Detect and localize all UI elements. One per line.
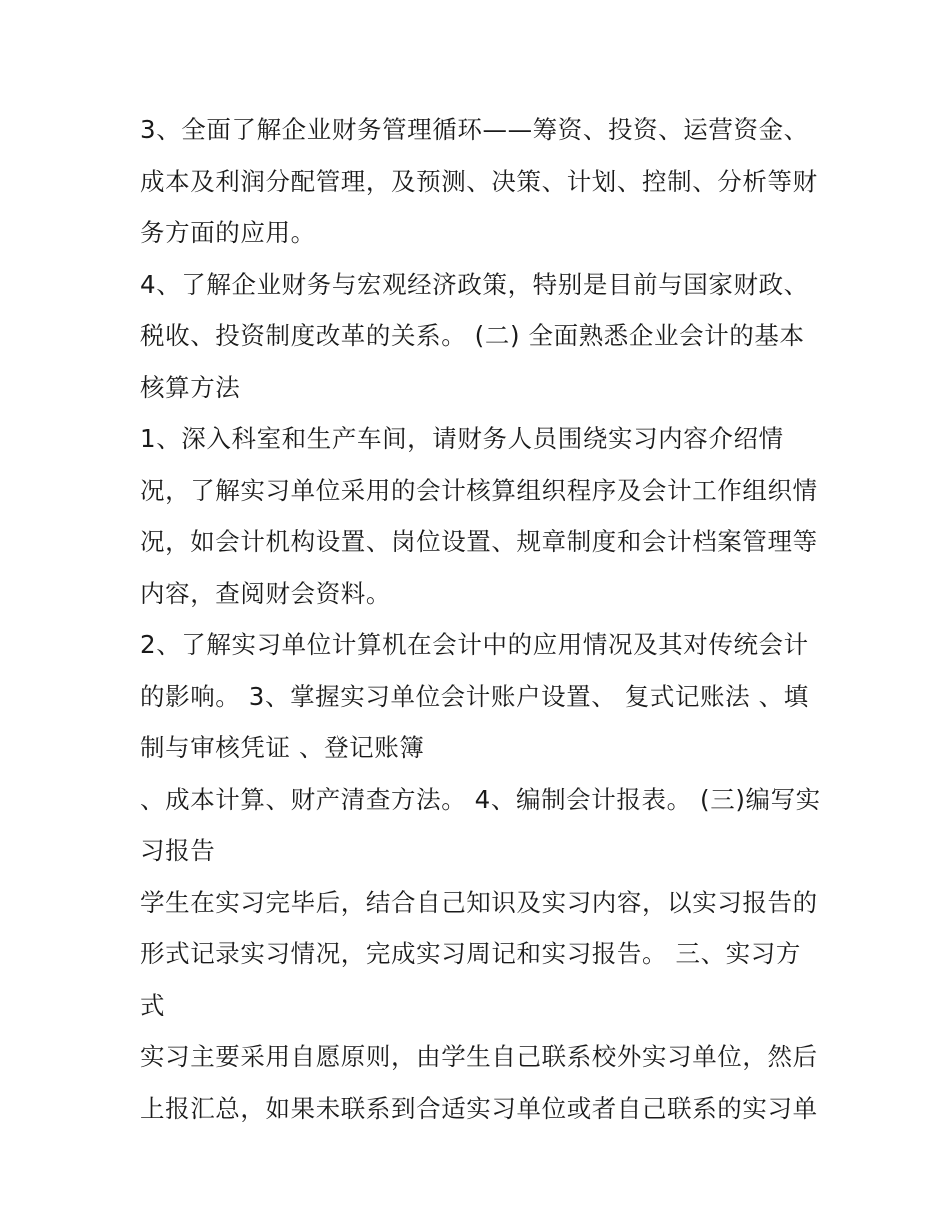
text-line: 的影响。 3、掌握实习单位会计账户设置、 复式记账法 、填: [140, 681, 809, 711]
text-line: 况，了解实习单位采用的会计核算组织程序及会计工作组织情: [140, 475, 818, 505]
text-line: 实习主要采用自愿原则，由学生自己联系校外实习单位，然后: [140, 1042, 818, 1071]
text-line: 制与审核凭证 、登记账簿: [140, 733, 425, 762]
text-line: 式: [140, 990, 166, 1020]
text-line: 况，如会计机构设置、岗位设置、规章制度和会计档案管理等: [140, 527, 818, 556]
text-line: 、成本计算、财产清查方法。 4、编制会计报表。 (三)编写实: [140, 784, 821, 814]
text-line: 2、了解实习单位计算机在会计中的应用情况及其对传统会计: [140, 630, 809, 659]
text-line: 成本及利润分配管理，及预测、决策、计划、控制、分析等财: [140, 166, 818, 196]
text-line: 习报告: [140, 836, 216, 865]
text-line: 上报汇总，如果未联系到合适实习单位或者自己联系的实习单: [140, 1093, 818, 1123]
text-line: 税收、投资制度改革的关系。 (二) 全面熟悉企业会计的基本: [140, 321, 805, 350]
text-line: 核算方法: [140, 372, 241, 402]
text-line: 3、全面了解企业财务管理循环——筹资、投资、运营资金、: [140, 115, 809, 144]
text-line: 形式记录实习情况，完成实习周记和实习报告。 三、实习方: [140, 939, 801, 968]
document-body: [140, 104, 840, 1134]
text-line: 务方面的应用。: [140, 218, 316, 247]
text-line: 1、深入科室和生产车间，请财务人员围绕实习内容介绍情: [140, 424, 784, 453]
text-line: 内容，查阅财会资料。: [140, 578, 391, 608]
text-line: 4、了解企业财务与宏观经济政策，特别是目前与国家财政、: [140, 269, 809, 299]
text-line: 学生在实习完毕后，结合自己知识及实习内容，以实习报告的: [140, 887, 818, 917]
